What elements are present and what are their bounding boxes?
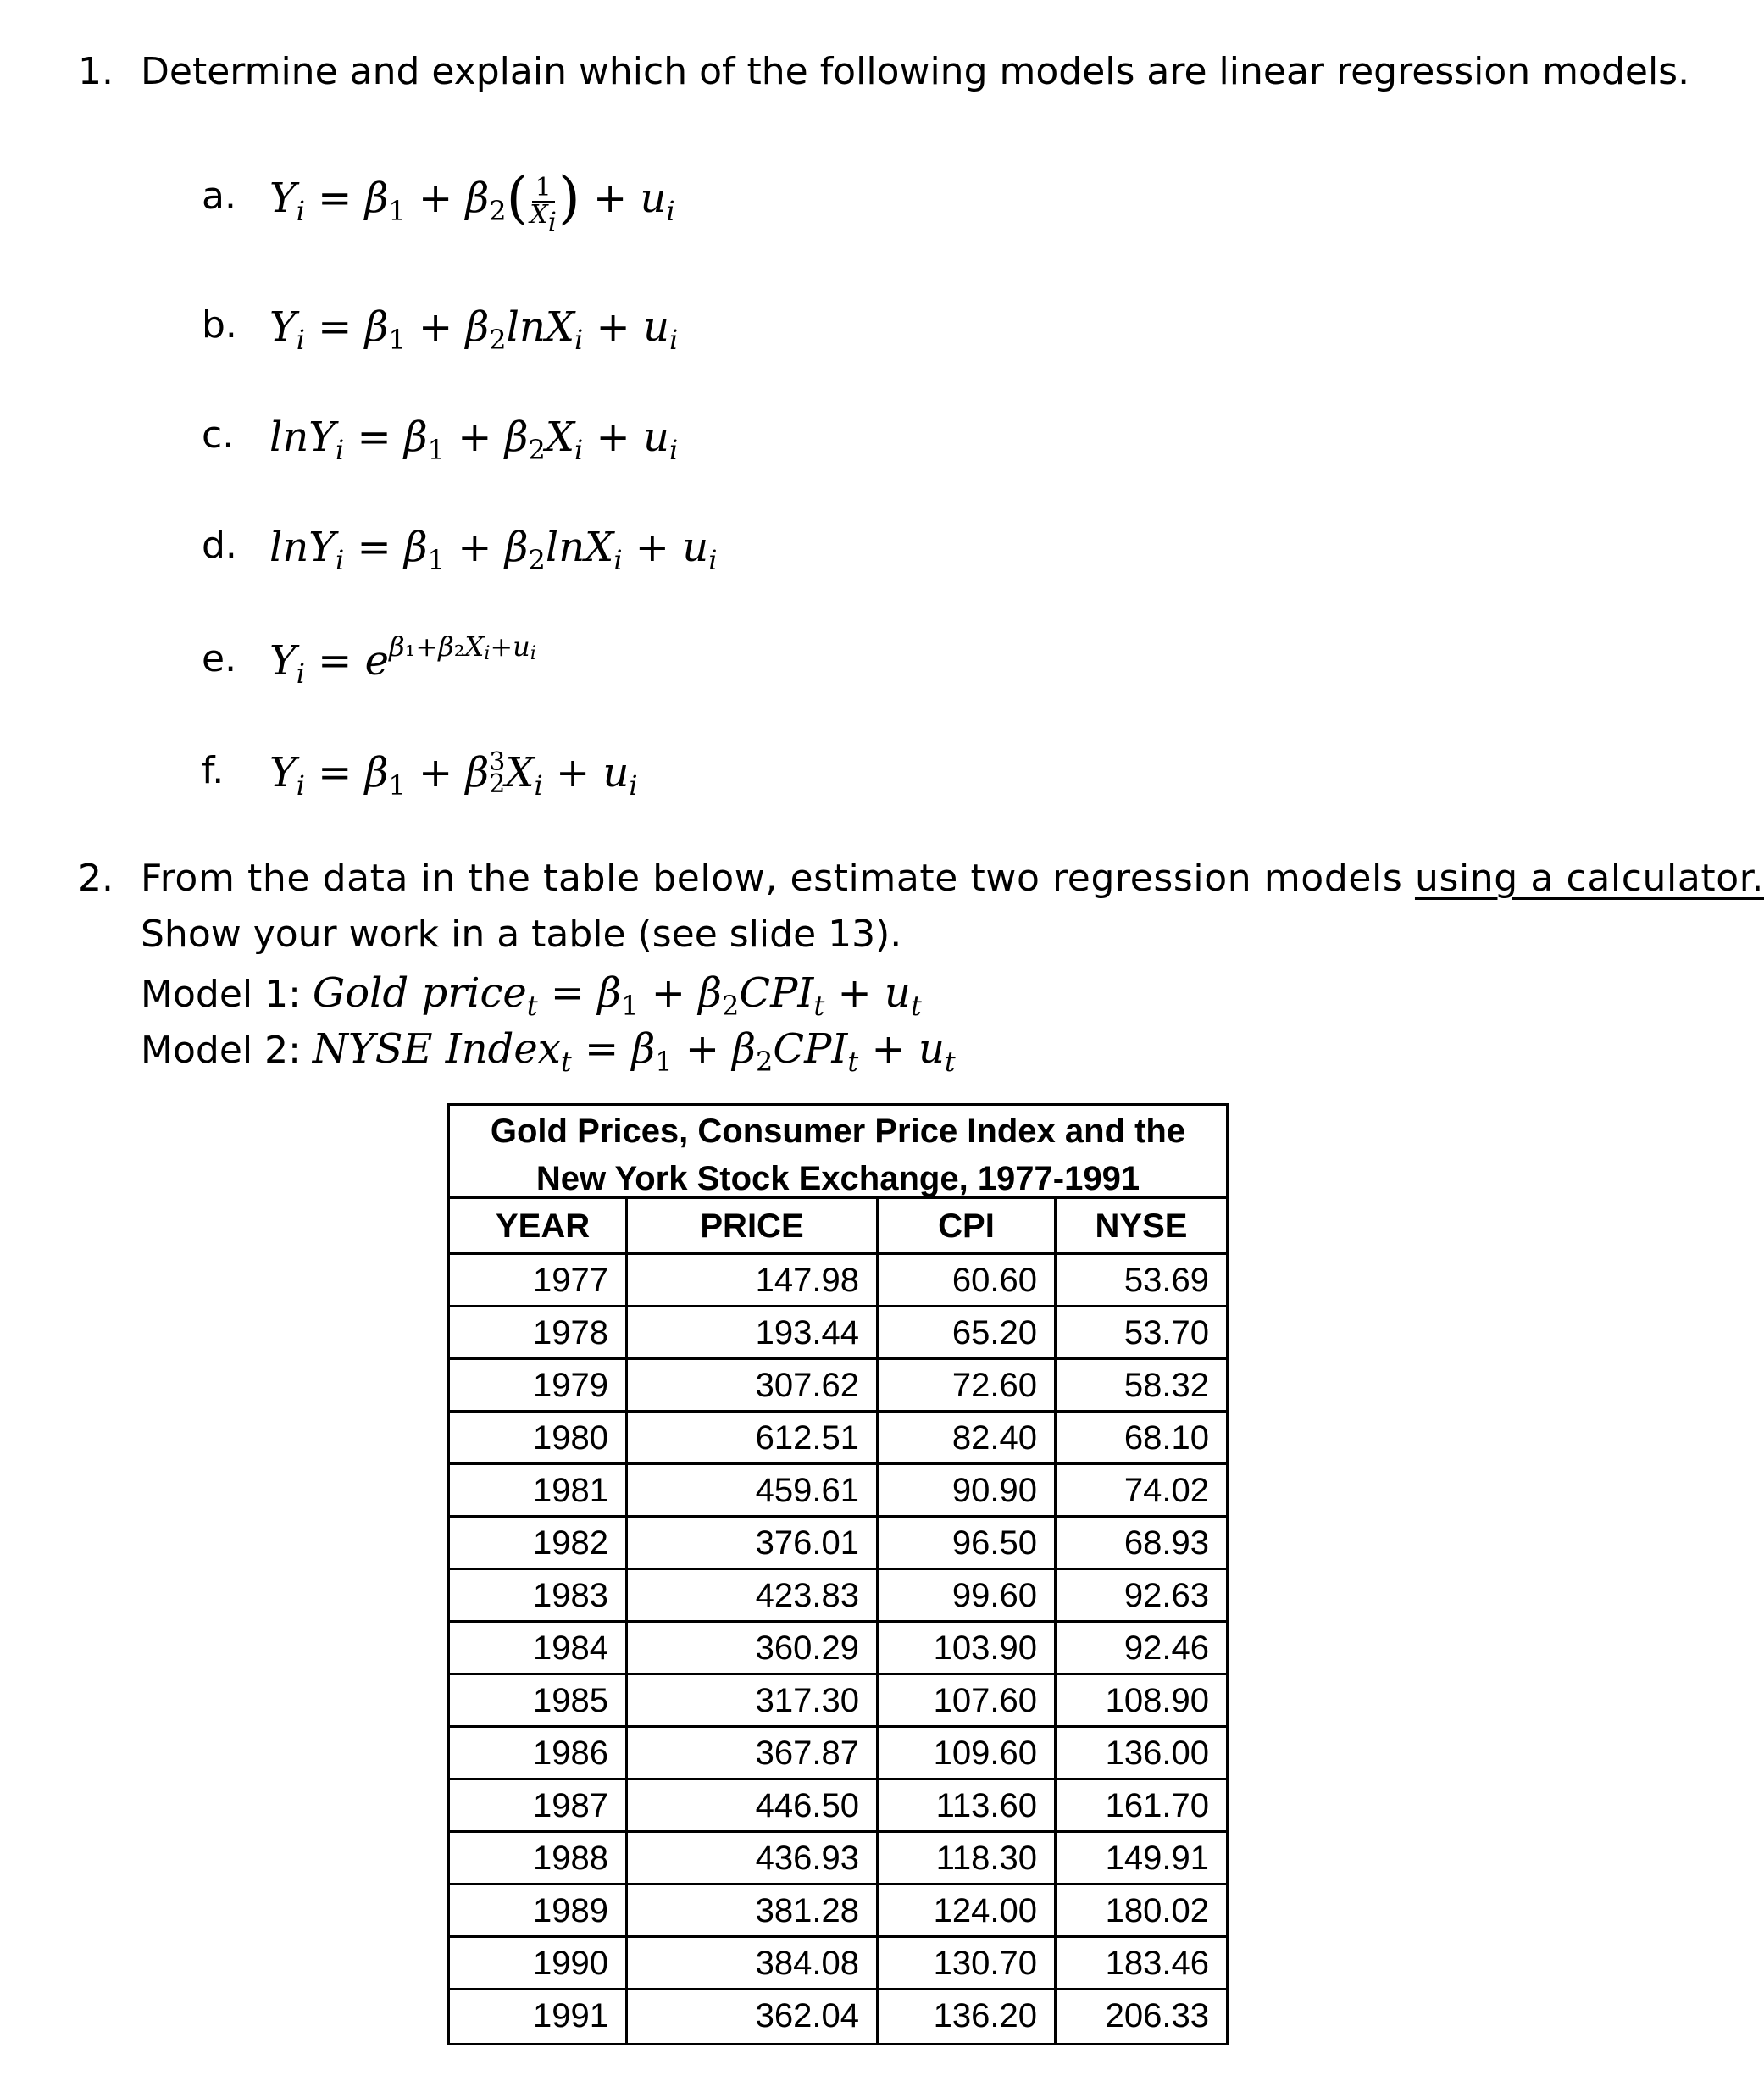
item-letter: c. — [202, 413, 235, 457]
cell-cpi: 72.60 — [879, 1360, 1057, 1410]
table-row — [450, 1307, 1226, 1360]
cell-cpi: 130.70 — [879, 1938, 1057, 1988]
model-2 — [141, 1018, 956, 1078]
cell-cpi: 136.20 — [879, 1990, 1057, 2043]
cell-year: 1989 — [450, 1885, 628, 1935]
cell-year: 1988 — [450, 1833, 628, 1883]
equation: $\ln Y_i = \beta_1 + \beta_2X_i + u_i$ — [269, 413, 679, 466]
cell-price: 360.29 — [628, 1623, 879, 1673]
cell-year: 1987 — [450, 1780, 628, 1830]
table-row — [450, 1938, 1226, 1990]
model-label: Model 1: — [141, 973, 313, 1016]
table-row — [450, 1885, 1226, 1938]
cell-year: 1981 — [450, 1465, 628, 1515]
cell-nyse: 149.91 — [1105, 1840, 1209, 1877]
question-2-line2 — [141, 907, 901, 963]
table-row — [450, 1780, 1226, 1833]
cell-cpi: 82.40 — [879, 1413, 1057, 1462]
question-text: Determine and explain which of the following models are linear regression models. — [141, 50, 1690, 93]
item-letter: b. — [202, 303, 237, 347]
table-row — [450, 1623, 1226, 1675]
cell-price: 381.28 — [628, 1885, 879, 1935]
cell-cpi: 99.60 — [879, 1570, 1057, 1620]
table-row — [450, 1255, 1226, 1307]
equation: NYSE Index$_t$ = $\beta_1 + \beta_2CPI_t + u_t$ — [312, 1025, 956, 1078]
cell-nyse: 161.70 — [1105, 1787, 1209, 1824]
cell-nyse: 136.00 — [1105, 1734, 1209, 1772]
item-letter: a. — [202, 175, 236, 218]
cell-year: 1983 — [450, 1570, 628, 1620]
cell-year: 1980 — [450, 1413, 628, 1462]
question-number: 2. — [78, 857, 114, 900]
cell-cpi: 124.00 — [879, 1885, 1057, 1935]
cell-year: 1990 — [450, 1938, 628, 1988]
cell-nyse: 53.69 — [1123, 1262, 1209, 1299]
cell-price: 147.98 — [628, 1255, 879, 1305]
question-number: 1. — [78, 50, 114, 93]
table-row — [450, 1360, 1226, 1413]
cell-nyse: 92.46 — [1123, 1629, 1209, 1667]
cell-price: 446.50 — [628, 1780, 879, 1830]
cell-price: 376.01 — [628, 1518, 879, 1568]
data-table — [447, 1103, 1229, 2045]
header-nyse: NYSE — [1095, 1207, 1188, 1245]
cell-cpi: 90.90 — [879, 1465, 1057, 1515]
cell-price: 193.44 — [628, 1307, 879, 1357]
cell-year: 1991 — [450, 1990, 628, 2043]
cell-cpi: 118.30 — [879, 1833, 1057, 1883]
header-cpi: CPI — [879, 1199, 1057, 1252]
cell-price: 362.04 — [628, 1990, 879, 2043]
cell-nyse: 68.10 — [1123, 1419, 1209, 1457]
table-caption — [450, 1106, 1226, 1199]
table-row — [450, 1518, 1226, 1570]
table-row — [450, 1728, 1226, 1780]
table-row — [450, 1413, 1226, 1465]
cell-year: 1984 — [450, 1623, 628, 1673]
cell-cpi: 107.60 — [879, 1675, 1057, 1725]
header-year: YEAR — [450, 1199, 628, 1252]
model-label: Model 2: — [141, 1029, 313, 1072]
cell-nyse: 53.70 — [1123, 1314, 1209, 1351]
cell-price: 423.83 — [628, 1570, 879, 1620]
cell-year: 1977 — [450, 1255, 628, 1305]
cell-nyse: 58.32 — [1123, 1367, 1209, 1404]
caption-line: New York Stock Exchange, 1977-1991 — [535, 1160, 1140, 1197]
model-1 — [141, 963, 922, 1022]
table-row — [450, 1833, 1226, 1885]
table-row — [450, 1465, 1226, 1518]
cell-cpi: 96.50 — [879, 1518, 1057, 1568]
cell-price: 459.61 — [628, 1465, 879, 1515]
table-row — [450, 1990, 1226, 2043]
cell-nyse: 180.02 — [1105, 1892, 1209, 1929]
table-header-row — [450, 1199, 1226, 1255]
cell-cpi: 65.20 — [879, 1307, 1057, 1357]
cell-cpi: 103.90 — [879, 1623, 1057, 1673]
cell-nyse: 74.02 — [1123, 1472, 1209, 1509]
instruction-text: Show your work in a table (see slide 13). — [141, 913, 902, 956]
cell-nyse: 206.33 — [1105, 1997, 1209, 2034]
item-letter: e. — [202, 637, 237, 680]
equation: $Y_i = \beta_1 + \beta_2\ln X_i + u_i$ — [269, 303, 679, 356]
cell-price: 612.51 — [628, 1413, 879, 1462]
equation: Gold price$_t$ = $\beta_1 + \beta_2CPI_t + u_t$ — [312, 969, 922, 1022]
header-price: PRICE — [628, 1199, 879, 1252]
cell-nyse: 183.46 — [1105, 1945, 1209, 1982]
question-text — [141, 851, 1764, 907]
cell-price: 436.93 — [628, 1833, 879, 1883]
item-letter: f. — [202, 749, 225, 792]
cell-year: 1978 — [450, 1307, 628, 1357]
underlined-text: using a calculator. — [1414, 857, 1764, 900]
cell-cpi: 109.60 — [879, 1728, 1057, 1778]
cell-nyse: 68.93 — [1123, 1524, 1209, 1562]
cell-year: 1985 — [450, 1675, 628, 1725]
cell-year: 1979 — [450, 1360, 628, 1410]
equation: $Y_i = \beta_1 + \beta_2$( $\frac{1}{X_i}$ ) + $u_i$ — [269, 165, 675, 238]
cell-price: 317.30 — [628, 1675, 879, 1725]
cell-price: 367.87 — [628, 1728, 879, 1778]
table-row — [450, 1675, 1226, 1728]
cell-price: 384.08 — [628, 1938, 879, 1988]
item-letter: d. — [202, 524, 237, 567]
table-row — [450, 1570, 1226, 1623]
cell-price: 307.62 — [628, 1360, 879, 1410]
question-text-start: From the data in the table below, estimate two regression models — [141, 857, 1415, 900]
equation: $\ln Y_i = \beta_1 + \beta_2\ln X_i + u_i$ — [269, 524, 718, 576]
equation: $Y_i = \beta_1 + \beta$ 3 2 $X_i + u_i$ — [269, 747, 638, 802]
cell-cpi: 60.60 — [879, 1255, 1057, 1305]
cell-year: 1982 — [450, 1518, 628, 1568]
cell-cpi: 113.60 — [879, 1780, 1057, 1830]
cell-nyse: 92.63 — [1123, 1577, 1209, 1614]
equation: $Y_i = e^{\beta_1+\beta_2X_i+u_i}$ — [269, 630, 536, 690]
caption-line: Gold Prices, Consumer Price Index and the — [490, 1113, 1186, 1150]
cell-year: 1986 — [450, 1728, 628, 1778]
cell-nyse: 108.90 — [1105, 1682, 1209, 1719]
